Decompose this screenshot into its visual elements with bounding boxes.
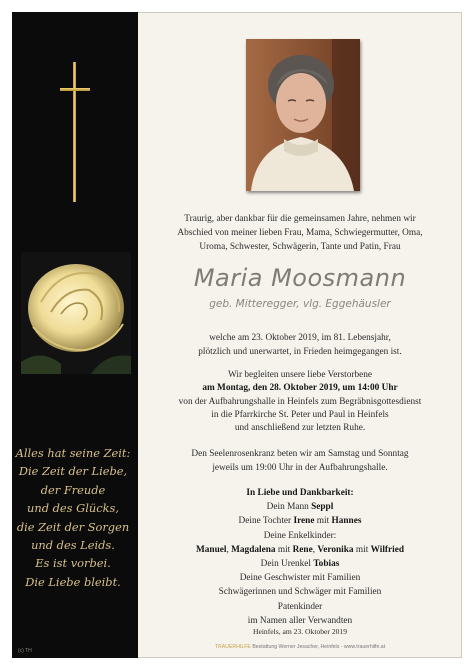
funeral-line: und anschließend zur letzten Ruhe. (234, 423, 366, 434)
poem-line: und des Leids. (31, 538, 115, 553)
footer-brand: TRAUERHILFE (214, 644, 251, 650)
maiden-name: geb. Mitteregger, vlg. Eggehäusler (209, 298, 391, 310)
poem-line: die Zeit der Sorgen (16, 519, 130, 534)
mourner-line: Schwägerinnen und Schwäger mit Familien (218, 587, 382, 598)
cross-icon-bar (60, 88, 90, 91)
poem-line: Die Zeit der Liebe, (18, 464, 128, 479)
funeral-date: am Montag, den 28. Oktober 2019, um 14:00 Uhr (202, 383, 398, 394)
intro-line: Traurig, aber dankbar für die gemeinsamen Jahre, nehmen wir (184, 214, 416, 224)
yellow-rose-image (21, 252, 131, 374)
poem-line: Die Liebe bleibt. (25, 574, 121, 589)
grandchildren-line: Manuel, Magdalena mit Rene, Veronika mit Wilfried (195, 544, 405, 555)
death-notice (150, 331, 450, 359)
grandchildren-label: Deine Enkelkinder: (263, 530, 337, 541)
funeral-line: von der Aufbahrungshalle in Heinfels zum Begräbnisgottesdienst (178, 396, 422, 407)
deceased-name: Maria Moosmann (193, 264, 407, 292)
rosary-line: Den Seelenrosenkranz beten wir am Samstag und Sonntag (191, 449, 409, 459)
mourner-line: Patenkinder (277, 601, 323, 612)
mourner-line: Deine Geschwister mit Familien (239, 573, 361, 584)
death-line: welche am 23. Oktober 2019, im 81. Lebensjahr, (209, 333, 391, 343)
daughter-line: Deine Tochter Irene mit Hannes (238, 516, 362, 527)
footer (150, 644, 450, 650)
copyright-code: (c) TH (18, 648, 32, 654)
poem-line: Alles hat seine Zeit: (15, 446, 131, 460)
funeral-line: Wir begleiten unsere liebe Verstorbene (227, 370, 372, 380)
intro-text (150, 212, 450, 254)
great-grandchild-line: Dein Urenkel Tobias (260, 559, 340, 570)
poem-line: Es ist vorbei. (35, 556, 111, 571)
poem-line: der Freude (40, 482, 106, 497)
intro-line: Uroma, Schwester, Schwägerin, Tante und Patin, Frau (199, 242, 401, 252)
rosary-line: jeweils um 19:00 Uhr in der Aufbahrungshalle. (212, 462, 388, 473)
poem-line: und des Glücks, (27, 501, 119, 516)
husband-line: Dein Mann Seppl (266, 502, 334, 513)
death-line: plötzlich und unerwartet, in Frieden heimgegangen ist. (198, 347, 402, 357)
cross-icon (73, 62, 76, 202)
footer-text: Bestattung Werner Jesacher, Heinfels - www.trauerhilfe.at (250, 644, 386, 650)
intro-line: Abschied von meiner lieben Frau, Mama, Schwiegermutter, Oma, (177, 228, 423, 238)
rosary-info (150, 448, 450, 475)
mourners (150, 486, 450, 628)
mourner-line: im Namen aller Verwandten (247, 615, 353, 626)
poem (14, 444, 132, 591)
mourners-heading: In Liebe und Dankbarkeit: (246, 488, 354, 498)
funeral-info (150, 369, 450, 435)
portrait-photo (246, 39, 360, 191)
funeral-line: in die Pfarrkirche St. Peter und Paul in Heinfels (211, 409, 389, 420)
place-date: Heinfels, am 23. Oktober 2019 (252, 627, 348, 636)
